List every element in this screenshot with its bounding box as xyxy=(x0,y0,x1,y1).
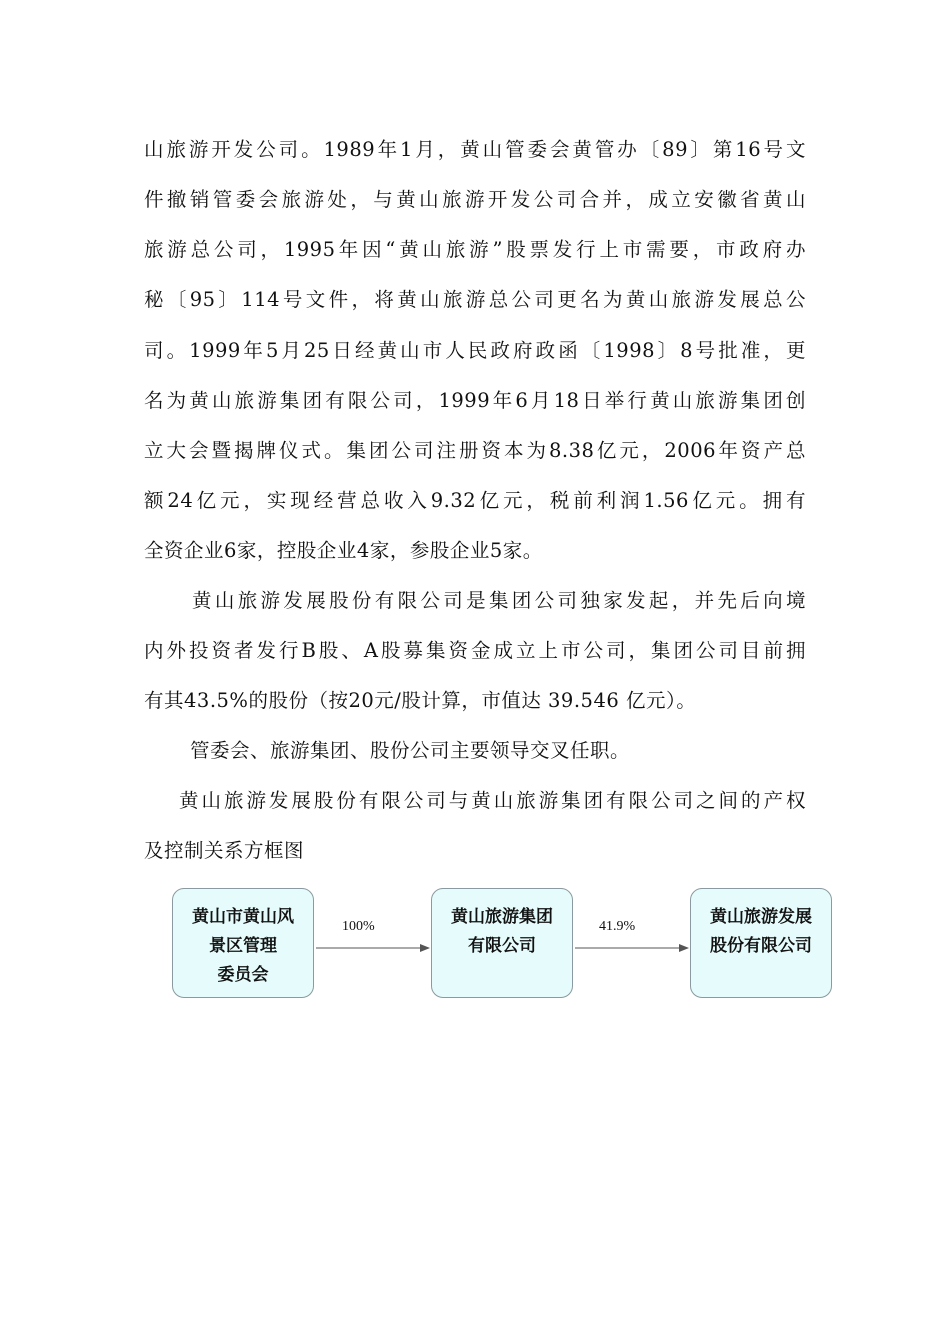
edge-label-41-9: 41.9% xyxy=(599,919,636,934)
body-line: 管委会、旅游集团、股份公司主要领导交叉任职。 xyxy=(190,739,631,762)
node-label: 黄山市黄山风 景区管理 委员会 xyxy=(192,907,294,985)
body-line: 有其43.5%的股份（按20元/股计算，市值达 39.546 亿元）。 xyxy=(144,689,697,712)
node-label: 黄山旅游集团 有限公司 xyxy=(451,907,553,956)
body-line: 额24亿元，实现经营总收入9.32亿元，税前利润1.56亿元。拥有 xyxy=(144,489,806,512)
body-line: 名为黄山旅游集团有限公司，1999年6月18日举行黄山旅游集团创 xyxy=(144,389,806,412)
body-line: 全资企业6家，控股企业4家，参股企业5家。 xyxy=(144,539,543,562)
body-line: 立大会暨揭牌仪式。集团公司注册资本为8.38亿元，2006年资产总 xyxy=(144,439,806,462)
node-tourism-development xyxy=(690,888,832,998)
body-line: 内外投资者发行B股、A股募集资金成立上市公司，集团公司目前拥 xyxy=(144,639,806,662)
body-line: 黄山旅游发展股份有限公司与黄山旅游集团有限公司之间的产权 xyxy=(179,789,806,812)
body-line: 黄山旅游发展股份有限公司是集团公司独家发起，并先后向境 xyxy=(192,589,806,612)
body-line: 旅游总公司，1995年因“黄山旅游”股票发行上市需要，市政府办 xyxy=(144,238,806,261)
edge-label-100: 100% xyxy=(342,919,375,934)
node-management-committee xyxy=(172,888,314,998)
node-label: 黄山旅游发展 股份有限公司 xyxy=(710,907,812,956)
body-line: 秘〔95〕114号文件，将黄山旅游总公司更名为黄山旅游发展总公 xyxy=(144,288,806,311)
body-line: 山旅游开发公司。1989年1月，黄山管委会黄管办〔89〕第16号文 xyxy=(144,138,806,161)
body-line: 司。1999年5月25日经黄山市人民政府政函〔1998〕8号批准，更 xyxy=(144,339,806,362)
body-line: 及控制关系方框图 xyxy=(144,839,305,862)
node-tourism-group xyxy=(431,888,573,998)
body-line: 件撤销管委会旅游处，与黄山旅游开发公司合并，成立安徽省黄山 xyxy=(144,188,806,211)
